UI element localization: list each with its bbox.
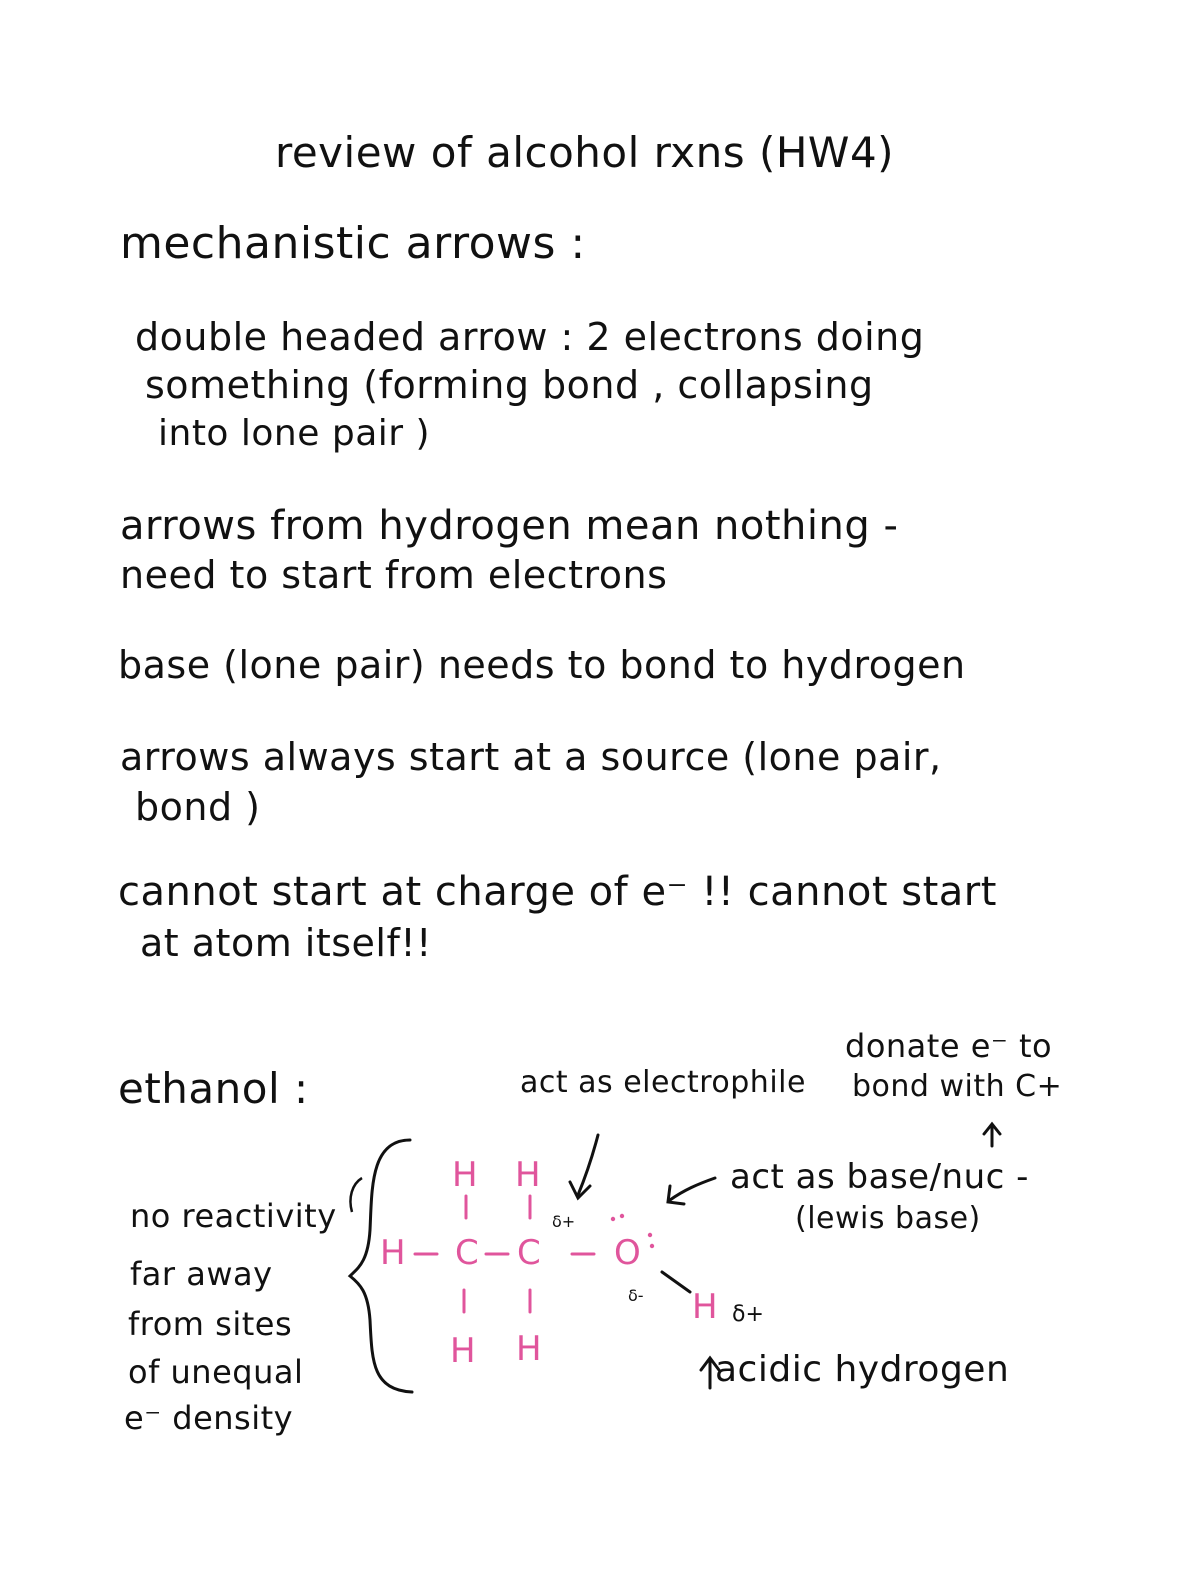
note-line: base (lone pair) needs to bond to hydrogen [118,643,966,687]
atom-h-bottom2: H [516,1329,542,1369]
molecule-bonds [415,1196,690,1312]
atom-c1: C [455,1233,479,1273]
no-reactivity-line: from sites [128,1305,293,1343]
acidic-hydrogen-annotation: acidic hydrogen [715,1349,1010,1390]
lone-pair-dots [611,1214,654,1248]
atom-h-bottom1: H [450,1331,476,1371]
note-line: cannot start at charge of e⁻ !! cannot start [118,869,997,915]
no-reactivity-line: no reactivity [130,1197,337,1235]
note-line: bond ) [135,785,261,829]
curly-brace [350,1140,412,1392]
base-annotation-line2: (lewis base) [795,1201,981,1236]
acidic-arrow [701,1358,719,1388]
atom-h-top1: H [452,1155,478,1195]
delta-plus-carbon: δ+ [552,1212,576,1231]
atom-o: O [614,1233,641,1273]
atom-h-top2: H [515,1155,541,1195]
note-line: at atom itself!! [140,921,432,965]
atom-h-hydroxyl: H [692,1287,718,1327]
atom-c2: C [517,1233,541,1273]
note-line: double headed arrow : 2 electrons doing [135,315,925,359]
note-line: need to start from electrons [120,553,668,597]
donate-arrow [984,1124,1000,1146]
delta-minus-oxygen: δ- [628,1286,644,1305]
base-annotation-line1: act as base/nuc - [730,1157,1029,1197]
note-line: arrows always start at a source (lone pair, [120,735,942,779]
donate-annotation-line2: bond with C+ [852,1069,1063,1104]
note-line: into lone pair ) [158,413,431,454]
donate-annotation-line1: donate e⁻ to [845,1027,1053,1065]
no-reactivity-line: far away [130,1255,273,1293]
page-title: review of alcohol rxns (HW4) [275,128,895,177]
section-heading: mechanistic arrows : [120,218,586,269]
note-line: arrows from hydrogen mean nothing - [120,503,899,549]
note-line: something (forming bond , collapsing [145,363,874,407]
no-reactivity-line: e⁻ density [124,1399,294,1437]
no-reactivity-line: of unequal [128,1353,304,1391]
delta-plus-hydrogen: δ+ [732,1302,764,1327]
base-arrow [670,1178,715,1200]
electrophile-annotation: act as electrophile [520,1065,806,1100]
ethanol-label: ethanol : [118,1064,309,1113]
atom-h-left: H [380,1233,406,1273]
